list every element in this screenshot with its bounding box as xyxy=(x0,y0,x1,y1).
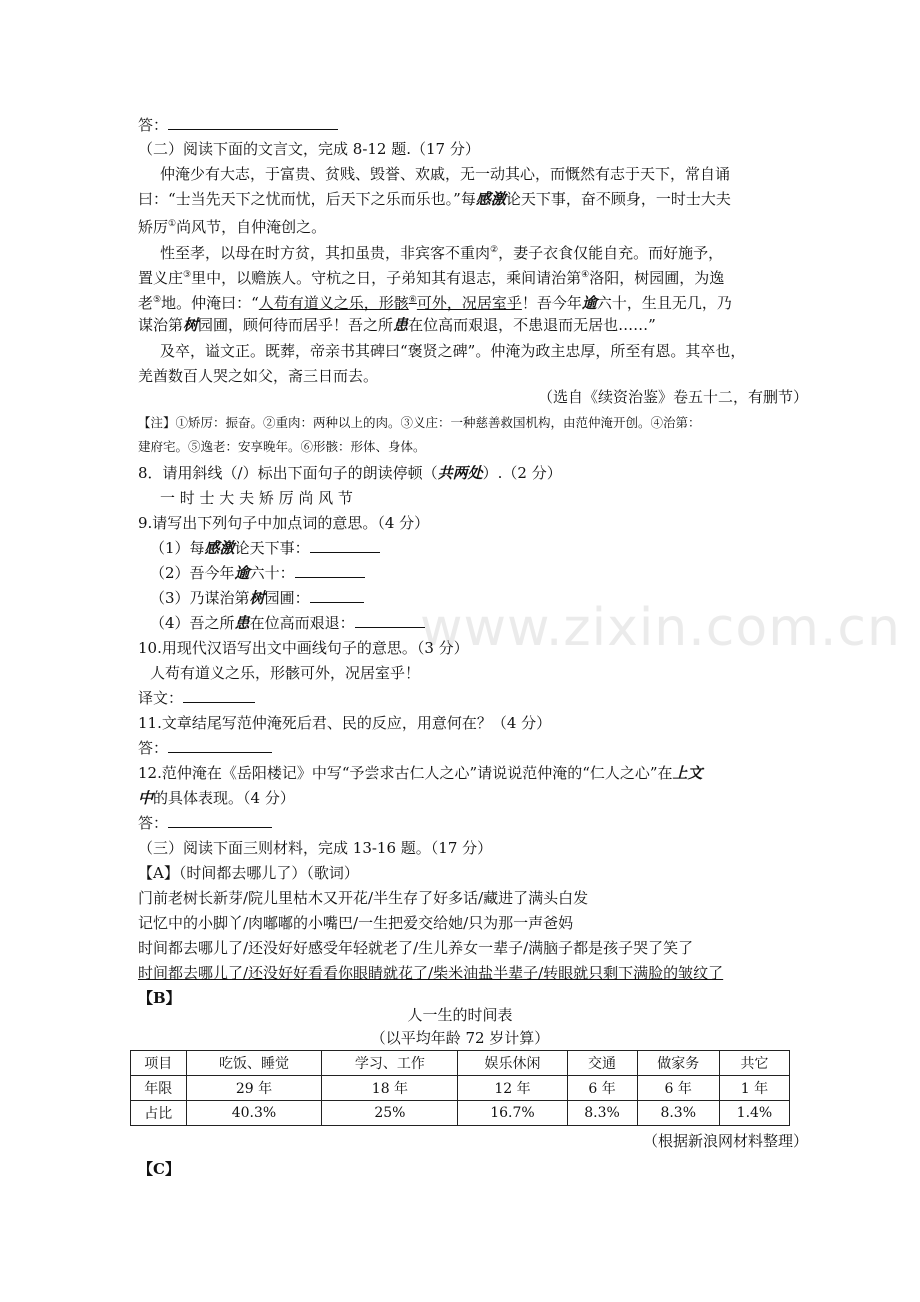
text: ！吾今年 xyxy=(521,294,582,312)
dotted-word: 逾 xyxy=(234,564,250,582)
emphasis: 中 xyxy=(138,789,154,807)
table-subtitle: （以平均年龄 72 岁计算） xyxy=(370,1029,550,1047)
answer-blank[interactable] xyxy=(168,737,272,753)
answer-blank[interactable] xyxy=(355,612,425,628)
dotted-word: 感激 xyxy=(204,539,235,557)
material-c-label: 【C】 xyxy=(138,1160,180,1178)
table-cell: 年限 xyxy=(131,1076,187,1101)
lyric-line4: 时间都去哪儿了/还没好好看看你眼睛就花了/柴米油盐半辈子/转眼就只剩下满脸的皱纹了 xyxy=(138,964,724,982)
table-cell: 6 年 xyxy=(637,1076,719,1101)
text: 园圃： xyxy=(264,589,310,607)
answer-blank[interactable] xyxy=(295,562,365,578)
dotted-word-shu: 树 xyxy=(183,316,199,334)
footnote-marker: ③ xyxy=(183,270,192,280)
table-cell: 1.4% xyxy=(719,1101,789,1126)
text: 园圃，顾何待而居乎！吾之所 xyxy=(198,316,394,334)
passage-p1-line2 xyxy=(138,188,731,210)
dotted-word-huan: 患 xyxy=(393,316,409,334)
table-cell: 12 年 xyxy=(458,1076,567,1101)
material-b-label: 【B】 xyxy=(138,989,181,1007)
note-line2: 建府宅。⑤逸老：安享晚年。⑥形骸：形体、身体。 xyxy=(138,439,426,454)
table-cell: 娱乐休闲 xyxy=(458,1051,567,1076)
text: 论天下事，奋不顾身，一时士大夫 xyxy=(505,190,731,208)
answer-blank[interactable] xyxy=(310,537,380,553)
answer-blank[interactable] xyxy=(168,812,272,828)
text: 尚风节，自仲淹创之。 xyxy=(176,218,327,236)
text: 老 xyxy=(138,294,154,312)
passage-p2-line4 xyxy=(138,314,656,336)
emphasis: 上文 xyxy=(672,764,703,782)
table-cell: 8.3% xyxy=(637,1101,719,1126)
text: 的具体表现。（4 分） xyxy=(153,789,295,807)
table-cell: 做家务 xyxy=(637,1051,719,1076)
text: 六十： xyxy=(249,564,295,582)
answer-blank[interactable] xyxy=(168,114,338,130)
question-9-item3 xyxy=(150,587,364,609)
table-header-row xyxy=(131,1051,790,1076)
passage-p3-line2: 羌酋数百人哭之如父，斋三日而去。 xyxy=(138,367,379,385)
text: 性至孝，以母在时方贫，其扣虽贵，非宾客不重肉 xyxy=(160,244,491,262)
text: 洛阳，树园圃，为逸 xyxy=(589,269,725,287)
table-cell: 吃饭、睡觉 xyxy=(186,1051,322,1076)
question-11-answer xyxy=(138,737,272,759)
footnote-marker: ⑤ xyxy=(153,295,162,305)
question-12-answer xyxy=(138,812,272,834)
text: ，妻子衣食仅能自充。而好施予， xyxy=(498,244,724,262)
emphasis: 共两处 xyxy=(437,464,483,482)
question-11-title: 11.文章结尾写范仲淹死后君、民的反应，用意何在？（4 分） xyxy=(138,714,552,732)
table-cell: 共它 xyxy=(719,1051,789,1076)
lyric-line2: 记忆中的小脚丫/肉嘟嘟的小嘴巴/一生把爱交给她/只为那一声爸妈 xyxy=(138,914,574,932)
question-8-sentence: 一 时 士 大 夫 矫 厉 尚 风 节 xyxy=(160,489,353,507)
footnote-marker: ④ xyxy=(581,270,590,280)
question-9-title: 9.请写出下列句子中加点词的意思。（4 分） xyxy=(138,514,430,532)
answer-label: 译文： xyxy=(138,689,184,707)
passage-p2-line3 xyxy=(138,289,732,314)
table-cell: 18 年 xyxy=(322,1076,458,1101)
material-a-label: 【A】（时间都去哪儿了）（歌词） xyxy=(138,864,359,882)
section2-heading: （二）阅读下面的文言文，完成 8-12 题.（17 分） xyxy=(138,140,480,158)
text: 里中，以赡族人。守杭之日，子弟知其有退志，乘间请治第 xyxy=(191,269,582,287)
answer-blank[interactable] xyxy=(183,687,255,703)
text: 12.范仲淹在《岳阳楼记》中写“予尝求古仁人之心”请说说范仲淹的“仁人之心”在 xyxy=(138,764,673,782)
text: ）.（2 分） xyxy=(482,464,562,482)
top-answer-line xyxy=(138,114,338,136)
passage-source: （选自《续资治鉴》卷五十二，有删节） xyxy=(537,388,808,406)
footnote-marker: ② xyxy=(490,245,499,255)
underlined-sentence: 可外，况居室乎 xyxy=(416,294,522,312)
table-cell: 项目 xyxy=(131,1051,187,1076)
table-cell: 占比 xyxy=(131,1101,187,1126)
question-9-item4 xyxy=(150,612,425,634)
text: 矫厉 xyxy=(138,218,169,236)
question-10-sentence: 人苟有道义之乐，形骸可外，况居室乎！ xyxy=(150,664,421,682)
question-10-title: 10.用现代汉语写出文中画线句子的意思。（3 分） xyxy=(138,639,469,657)
text: 六十，生且无几，乃 xyxy=(596,294,732,312)
text: 在位高而艰退： xyxy=(249,614,355,632)
note-line1: 【注】①矫厉：振奋。②重肉：两种以上的肉。③义庄：一种慈善救国机构，由范仲淹开创。④治第： xyxy=(138,415,701,430)
table-cell: 25% xyxy=(322,1101,458,1126)
text: 曰：“士当先天下之忧而忧，后天下之乐而乐也。”每 xyxy=(138,190,476,208)
text: 谋治第 xyxy=(138,316,184,334)
table-title: 人一生的时间表 xyxy=(407,1006,513,1024)
answer-label: 答： xyxy=(138,739,169,757)
question-9-item1 xyxy=(150,537,380,559)
text: （3）乃谋治第 xyxy=(150,589,250,607)
table-cell: 1 年 xyxy=(719,1076,789,1101)
text: （1）每 xyxy=(150,539,205,557)
question-10-answer xyxy=(138,687,255,709)
lyric-line1: 门前老树长新芽/院儿里枯木又开花/半生存了好多话/藏进了满头白发 xyxy=(138,889,589,907)
answer-label: 答： xyxy=(138,116,169,134)
table-cell: 29 年 xyxy=(186,1076,322,1101)
text: 论天下事： xyxy=(234,539,310,557)
text: 地。仲淹曰：“ xyxy=(161,294,259,312)
text: 置义庄 xyxy=(138,269,184,287)
passage-p1-line1: 仲淹少有大志，于富贵、贫贱、毁誉、欢戚，无一动其心，而慨然有志于天下，常自诵 xyxy=(160,165,731,183)
question-8 xyxy=(138,462,562,484)
dotted-word-ganji: 感激 xyxy=(475,190,506,208)
lyric-line3: 时间都去哪儿了/还没好好感受年轻就老了/生儿养女一辈子/满脑子都是孩子哭了笑了 xyxy=(138,939,694,957)
underlined-sentence: 人苟有道义之乐，形骸 xyxy=(258,294,409,312)
table-source: （根据新浪网材料整理） xyxy=(642,1132,808,1150)
table-cell: 交通 xyxy=(567,1051,637,1076)
question-12-line2 xyxy=(138,787,295,809)
table-cell: 学习、工作 xyxy=(322,1051,458,1076)
dotted-word: 树 xyxy=(249,589,265,607)
passage-p2-line2 xyxy=(138,264,724,289)
text: （2）吾今年 xyxy=(150,564,235,582)
footnote-marker: ⑥ xyxy=(408,295,417,305)
time-table xyxy=(130,1050,790,1126)
watermark: www.zixin.com.cn xyxy=(420,598,901,658)
dotted-word-yu: 逾 xyxy=(581,294,597,312)
text: 在位高而艰退，不患退而无居也……” xyxy=(408,316,656,334)
table-row xyxy=(131,1101,790,1126)
table-cell: 8.3% xyxy=(567,1101,637,1126)
passage-p1-line3 xyxy=(138,213,326,238)
table-cell: 6 年 xyxy=(567,1076,637,1101)
passage-p3-line1: 及卒，谥文正。既葬，帝亲书其碑曰“褒贤之碑”。仲淹为政主忠厚，所至有恩。其卒也， xyxy=(160,342,746,360)
table-cell: 40.3% xyxy=(186,1101,322,1126)
table-cell: 16.7% xyxy=(458,1101,567,1126)
question-9-item2 xyxy=(150,562,365,584)
passage-p2-line1 xyxy=(160,239,723,264)
table-row xyxy=(131,1076,790,1101)
question-12-line1 xyxy=(138,762,703,784)
footnote-marker: ① xyxy=(168,219,177,229)
text: 8．请用斜线（/）标出下面句子的朗读停顿（ xyxy=(138,464,438,482)
answer-blank[interactable] xyxy=(310,587,364,603)
section3-heading: （三）阅读下面三则材料，完成 13-16 题。（17 分） xyxy=(138,839,493,857)
dotted-word: 患 xyxy=(234,614,250,632)
answer-label: 答： xyxy=(138,814,169,832)
text: （4）吾之所 xyxy=(150,614,235,632)
